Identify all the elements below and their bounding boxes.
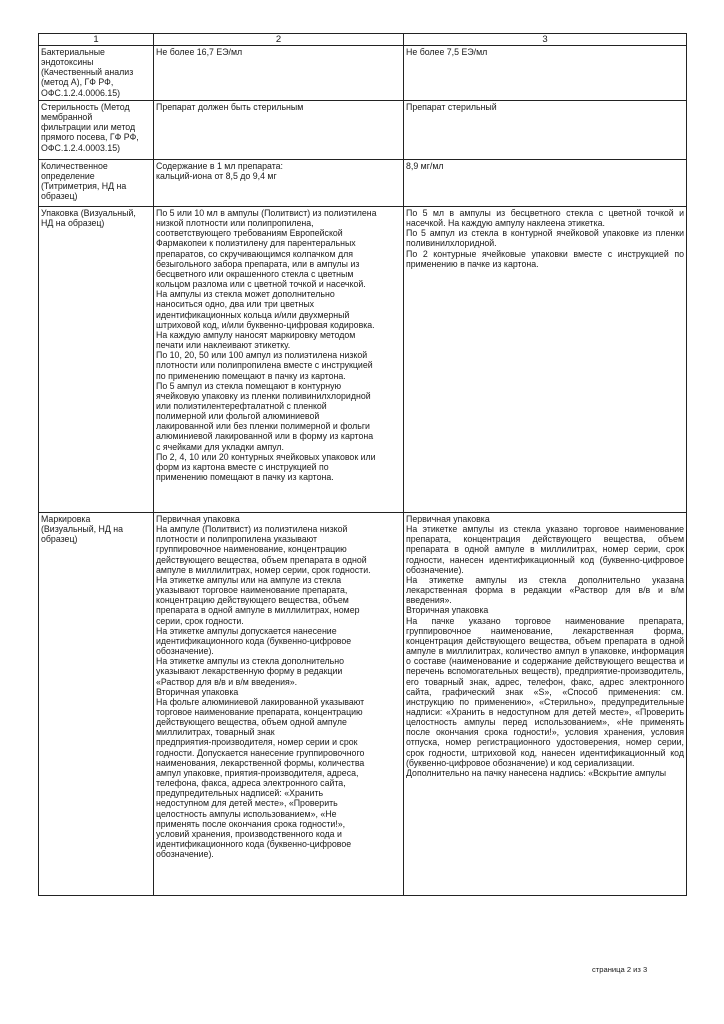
parameter-name: Бактериальные эндотоксины (Качественный анализ (метод А), ГФ РФ, ОФС.1.2.4.0006.15) <box>39 46 154 101</box>
table-row-packaging <box>39 207 687 513</box>
parameter-name: Маркировка (Визуальный, НД на образец) <box>39 513 154 896</box>
result-cell: 8,9 мг/мл <box>404 160 687 207</box>
result-cell: Первичная упаковка На этикетке ампулы из стекла указано торговое наименование препарата, концентрация действующего вещества, объем препарата в одной ампуле в миллилитрах, номер серии, срок годности, нанесен идентификационный код (буквенно-цифровое обозначение). На этикетке ампулы из стекла дополнительно указана лекарственная форма в редакции «Раствор для в/в и в/м введения». Вторичная упаковка На пачке указано торговое наименование препарата, группировочное наименование, лекарственная форма, концентрация действующего вещества, объем препарата в одной ампуле в миллилитрах, количество ампул в упаковке, информация о составе (наименование и содержание действующего вещества и перечень вспомогательных веществ), предприятие-производитель, его товарный знак, адрес, телефон, факс, адрес электронного сайта, графический знак «S», «Способ применения: см. инструкцию по применению», «Стерильно», предупредительные надписи: «Хранить в недоступном для детей месте», «Проверить целостность ампулы перед использованием», «Не применять после окончания срока годности!», условия хранения, условия отпуска, номер регистрационного удостоверения, номер серии, срок годности, штриховой код, нанесен идентификационный код (буквенно-цифровое обозначение) и код сериализации. Дополнительно на пачку нанесена надпись: «Вскрытие ампулы <box>404 513 687 896</box>
table-row-labeling <box>39 513 687 896</box>
requirement-cell: Препарат должен быть стерильным <box>154 101 404 160</box>
requirement-cell: Содержание в 1 мл препарата: кальций-иона от 8,5 до 9,4 мг <box>154 160 404 207</box>
table-row-endotoxins <box>39 46 687 101</box>
table-row-assay <box>39 160 687 207</box>
header-cell-1: 1 <box>39 34 154 46</box>
result-cell: По 5 мл в ампулы из бесцветного стекла с цветной точкой и насечкой. На каждую ампулу наклеена этикетка. По 5 ампул из стекла в контурной ячейковой упаковке из пленки поливинилхлоридной. По 2 контурные ячейковые упаковки вместе с инструкцией по применению в пачке из картона. <box>404 207 687 513</box>
header-cell-3: 3 <box>404 34 687 46</box>
specification-table <box>38 33 687 896</box>
parameter-name: Количественное определение (Титриметрия, НД на образец) <box>39 160 154 207</box>
header-cell-2: 2 <box>154 34 404 46</box>
parameter-name: Стерильность (Метод мембранной фильтрации или метод прямого посева, ГФ РФ, ОФС.1.2.4.0003.15) <box>39 101 154 160</box>
requirement-cell: По 5 или 10 мл в ампулы (Политвист) из полиэтилена низкой плотности или полипропилена, соответствующего требованиям Европейской Фармакопеи к полиэтилену для парентеральных препаратов, со скручивающимся колпачком для безыгольного забора препарата, или в ампулы из бесцветного или окрашенного стекла с цветным кольцом разлома или с цветной точкой и насечкой. На ампулы из стекла может дополнительно наноситься одно, два или три цветных идентификационных кольца и/или двухмерный штриховой код, и/или буквенно-цифровая кодировка. На каждую ампулу наносят маркировку методом печати или наклеивают этикетку. По 10, 20, 50 или 100 ампул из полиэтилена низкой плотности или полипропилена вместе с инструкцией по применению помещают в пачку из картона. По 5 ампул из стекла помещают в контурную ячейковую упаковку из пленки поливинилхлоридной или полиэтилентерефталатной с пленкой полимерной или фольгой алюминиевой лакированной или без пленки полимерной и фольги алюминиевой лакированной или в форму из картона с ячейками для укладки ампул. По 2, 4, 10 или 20 контурных ячейковых упаковок или форм из картона вместе с инструкцией по применению помещают в пачку из картона. <box>154 207 404 513</box>
page-number: страница 2 из 3 <box>592 965 648 974</box>
requirement-cell: Не более 16,7 ЕЭ/мл <box>154 46 404 101</box>
result-cell: Не более 7,5 ЕЭ/мл <box>404 46 687 101</box>
requirement-cell: Первичная упаковка На ампуле (Политвист) из полиэтилена низкой плотности и полипропилена указывают группировочное наименование, концентрацию действующего вещества, объем препарата в одной ампуле в миллилитрах, номер серии, срок годности. На этикетке ампулы или на ампуле из стекла указывают торговое наименование препарата, концентрацию действующего вещества, объем препарата в одной ампуле в миллилитрах, номер серии, срок годности. На этикетке ампулы допускается нанесение идентификационного кода (буквенно-цифровое обозначение). На этикетке ампулы из стекла дополнительно указывают лекарственную форму в редакции «Раствор для в/в и в/м введения». Вторичная упаковка На фольге алюминиевой лакированной указывают торговое наименование препарата, концентрацию действующего вещества, объем одной ампуле миллилитрах, товарный знак предприятия-производителя, номер серии и срок годности. Допускается нанесение группировочного наименования, лекарственной формы, количества ампул упаковке, приятия-производителя, адреса, телефона, факса, адреса электронного сайта, предупредительных надписей: «Хранить недоступном для детей месте», «Проверить целостность ампулы использованием», «Не применять после окончания срока годности!», условий хранения, производственного кода и идентификационного кода (буквенно-цифровое обозначение). <box>154 513 404 896</box>
header-row <box>39 34 687 46</box>
result-cell: Препарат стерильный <box>404 101 687 160</box>
parameter-name: Упаковка (Визуальный, НД на образец) <box>39 207 154 513</box>
table-row-sterility <box>39 101 687 160</box>
